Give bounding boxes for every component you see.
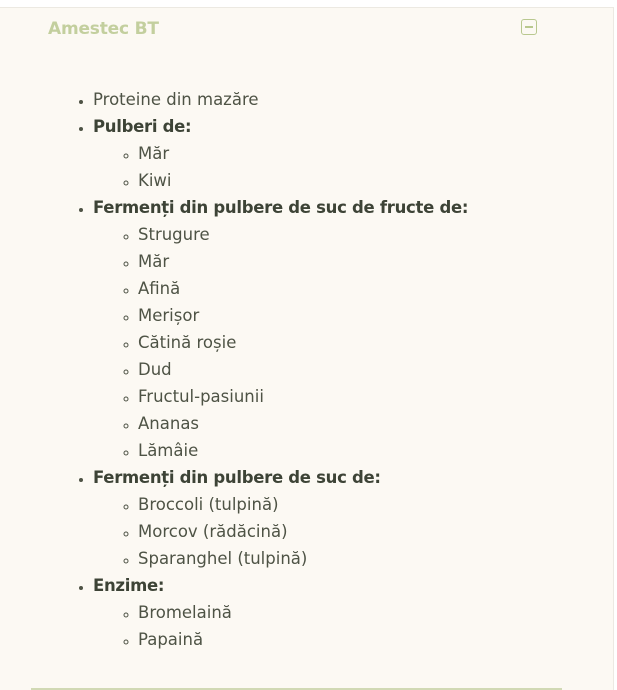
sub-list [93, 599, 600, 653]
list-item [93, 572, 600, 653]
right-divider [613, 7, 617, 690]
list-item: ◦ Lămâie [138, 437, 600, 464]
list-item: ◦ Morcov (rădăcină) [138, 518, 600, 545]
list-item [93, 113, 600, 194]
list-item: ◦ Bromelaină [138, 599, 600, 626]
list-item: ◦ Dud [138, 356, 600, 383]
list-item: ◦ Broccoli (tulpină) [138, 491, 600, 518]
list-item: ◦ Sparanghel (tulpină) [138, 545, 600, 572]
sub-list [93, 221, 600, 464]
top-divider [0, 0, 617, 8]
list-item: ◦ Kiwi [138, 167, 600, 194]
accordion-title: Amestec BT [48, 19, 159, 39]
ingredient-group-label: Fermenți din pulbere de suc de fructe de: [93, 198, 469, 217]
ingredient-label: Proteine din mazăre [93, 90, 259, 109]
list-item [93, 194, 600, 464]
list-item: ◦ Ananas [138, 410, 600, 437]
accordion-content [0, 86, 600, 653]
ingredient-group-label: Enzime: [93, 576, 165, 595]
ingredient-group-label: Pulberi de: [93, 117, 192, 136]
sub-list [93, 140, 600, 194]
list-item: ◦ Măr [138, 140, 600, 167]
sub-list [93, 491, 600, 572]
list-item: ◦ Afină [138, 275, 600, 302]
list-item [93, 86, 600, 113]
minus-square-icon[interactable] [521, 19, 537, 35]
ingredient-group-label: Fermenți din pulbere de suc de: [93, 468, 381, 487]
ingredient-list [0, 86, 600, 653]
accordion-header[interactable] [32, 8, 562, 52]
list-item: ◦ Cătină roșie [138, 329, 600, 356]
list-item: ◦ Strugure [138, 221, 600, 248]
list-item: ◦ Fructul-pasiunii [138, 383, 600, 410]
list-item: ◦ Papaină [138, 626, 600, 653]
list-item: ◦ Măr [138, 248, 600, 275]
list-item: ◦ Merișor [138, 302, 600, 329]
list-item [93, 464, 600, 572]
